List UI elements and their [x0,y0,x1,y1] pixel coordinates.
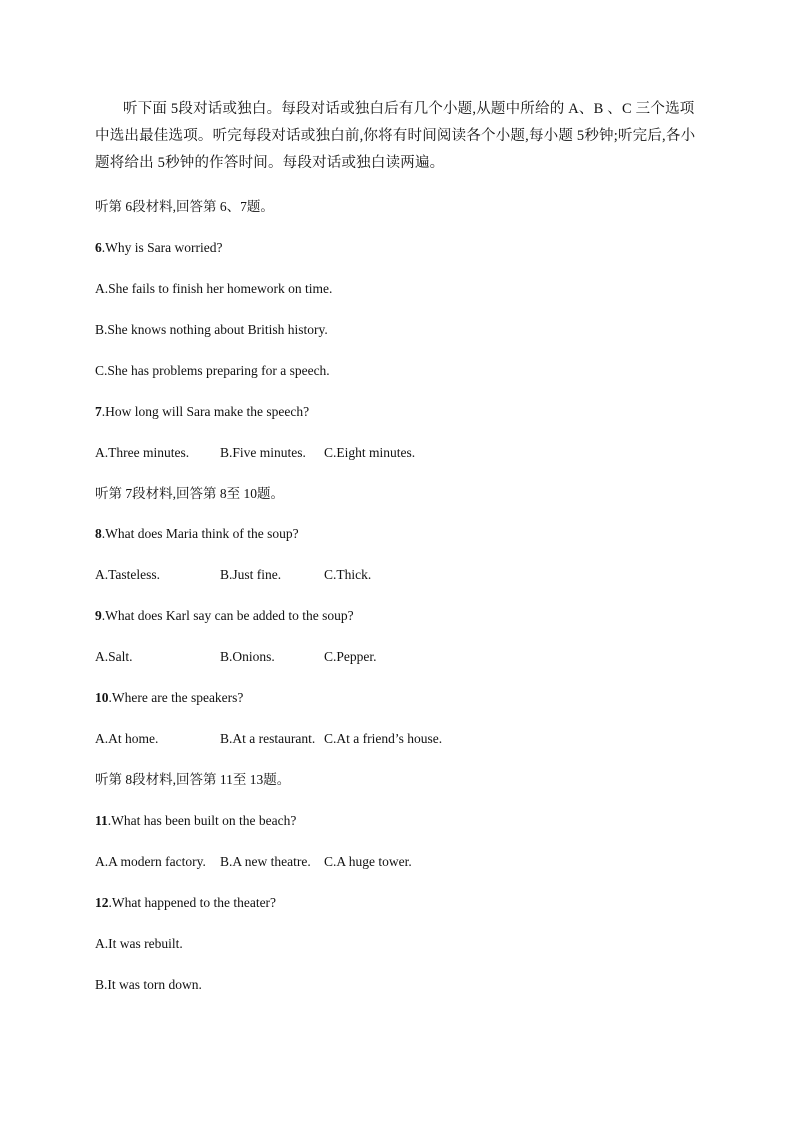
option-c: C.Pepper. [324,649,377,664]
question-text: .Why is Sara worried? [101,240,223,255]
option-b: B.It was torn down. [95,977,202,992]
option-b: B.She knows nothing about British history. [95,322,328,337]
option-c: C.Eight minutes. [324,445,416,460]
option-b: B.At a restaurant. [220,731,316,746]
question-text: .What does Maria think of the soup? [101,526,299,541]
section-heading: 听第 6段材料,回答第 6、7题。 [95,199,274,214]
question-11 [95,811,296,831]
question-number: 8 [95,526,102,541]
question-text: .Where are the speakers? [108,690,244,705]
question-text: .What happened to the theater? [108,895,277,910]
question-number: 7 [95,404,102,419]
question-number: 10 [95,690,109,705]
option-c: C.Thick. [324,567,372,582]
question-text: .How long will Sara make the speech? [101,404,310,419]
option-a: A.She fails to finish her homework on time. [95,281,333,296]
option-a: A.A modern factory. [95,854,206,869]
option-c: C.She has problems preparing for a speech. [95,363,330,378]
options-row [95,647,377,667]
option-a: A.Salt. [95,649,133,664]
options-row [95,852,412,872]
section-heading: 听第 8段材料,回答第 11至 13题。 [95,772,291,787]
question-number: 11 [95,813,108,828]
option-b: B.Just fine. [220,567,282,582]
question-7 [95,402,309,422]
option-a: A.At home. [95,731,159,746]
question-number: 12 [95,895,109,910]
options-row [95,443,415,463]
question-text: .What does Karl say can be added to the soup? [101,608,354,623]
question-12 [95,893,276,913]
option-b: B.Five minutes. [220,445,306,460]
option-a: A.It was rebuilt. [95,936,183,951]
question-number: 9 [95,608,102,623]
question-text: .What has been built on the beach? [107,813,297,828]
instructions-paragraph: 听下面 5段对话或独白。每段对话或独白后有几个小题,从题中所给的 A、B 、C 三个选项中选出最佳选项。听完每段对话或独白前,你将有时间阅读各个小题,每小题 5秒钟;听完后,各小题将给出 5秒钟的作答时间。每段对话或独白读两遍。 [95,101,696,171]
option-b: B.A new theatre. [220,854,311,869]
question-9 [95,606,354,626]
question-8 [95,524,299,544]
option-a: A.Three minutes. [95,445,190,460]
option-c: C.A huge tower. [324,854,412,869]
section-heading: 听第 7段材料,回答第 8至 10题。 [95,486,284,501]
options-row [95,729,442,749]
option-c: C.At a friend’s house. [324,731,443,746]
option-a: A.Tasteless. [95,567,161,582]
question-10 [95,688,243,708]
option-b: B.Onions. [220,649,275,664]
question-number: 6 [95,240,102,255]
options-row [95,565,371,585]
question-6 [95,238,222,258]
